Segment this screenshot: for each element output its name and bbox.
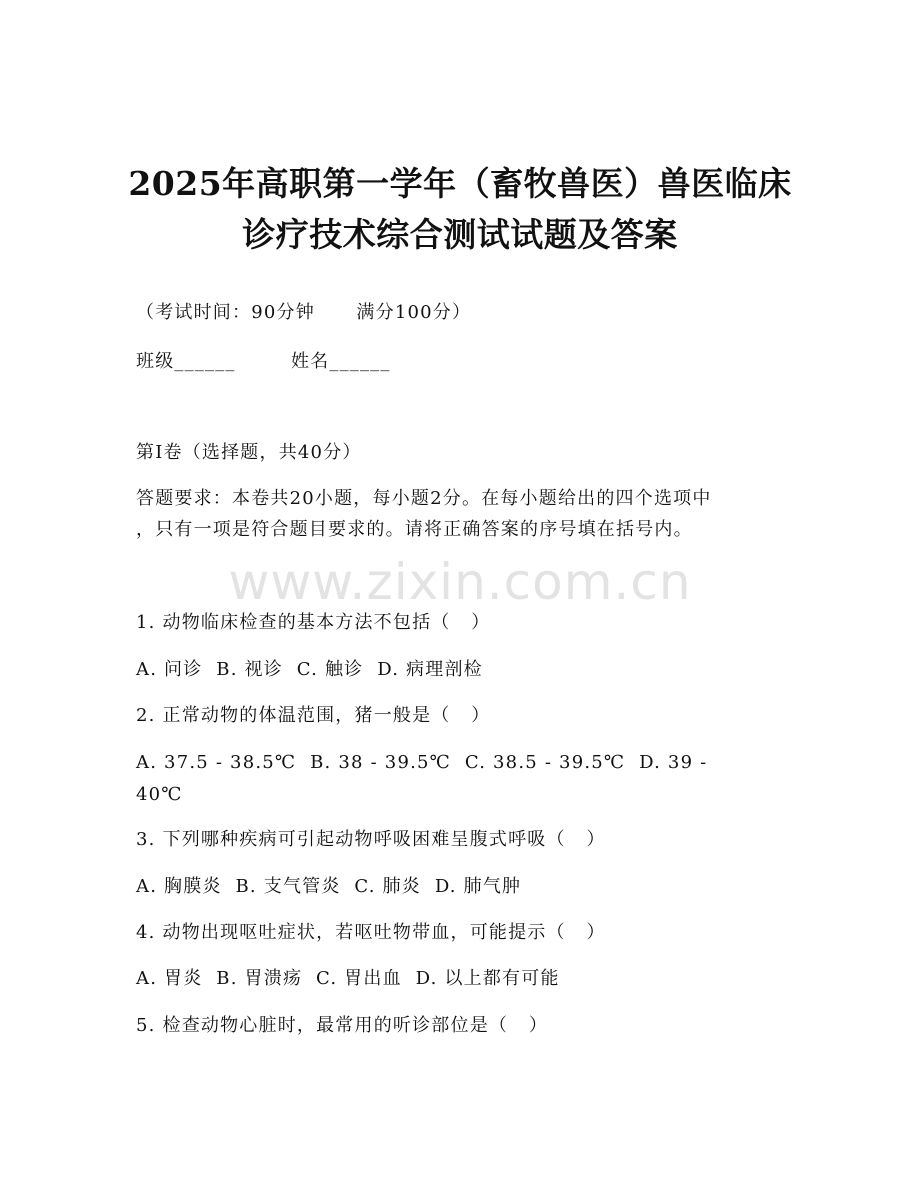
document-title-line-2: 诊疗技术综合测试试题及答案 <box>242 215 678 254</box>
instructions-line-2: ，只有一项是符合题目要求的。请将正确答案的序号填在括号内。 <box>136 519 693 540</box>
document-title-line-1: 2025年高职第一学年（畜牧兽医）兽医临床 <box>128 164 792 203</box>
question-3-options: A. 胸膜炎 B. 支气管炎 C. 肺炎 D. 肺气肿 <box>136 876 522 897</box>
question-4-stem: 4. 动物出现呕吐症状，若呕吐物带血，可能提示（ ） <box>136 922 606 943</box>
question-4-options: A. 胃炎 B. 胃溃疡 C. 胃出血 D. 以上都有可能 <box>136 968 560 989</box>
exam-info: （考试时间：90分钟 满分100分） <box>136 302 472 323</box>
question-3-stem: 3. 下列哪种疾病可引起动物呼吸困难呈腹式呼吸（ ） <box>136 829 606 850</box>
instructions-line-1: 答题要求：本卷共20小题，每小题2分。在每小题给出的四个选项中 <box>136 488 712 509</box>
question-2-stem: 2. 正常动物的体温范围，猪一般是（ ） <box>136 705 491 726</box>
question-2-options-line-1: A. 37.5 - 38.5℃ B. 38 - 39.5℃ C. 38.5 - 39.5℃ D. 39 - <box>136 752 708 773</box>
question-1-options: A. 问诊 B. 视诊 C. 触诊 D. 病理剖检 <box>136 659 483 680</box>
question-2-options-line-2: 40℃ <box>136 784 183 805</box>
question-5-stem: 5. 检查动物心脏时，最常用的听诊部位是（ ） <box>136 1015 549 1036</box>
question-1-stem: 1. 动物临床检查的基本方法不包括（ ） <box>136 612 491 633</box>
section-heading: 第I卷（选择题，共40分） <box>136 442 362 463</box>
class-name-line: 班级______ 姓名______ <box>136 351 391 372</box>
watermark: www.zixin.com.cn <box>228 553 692 611</box>
